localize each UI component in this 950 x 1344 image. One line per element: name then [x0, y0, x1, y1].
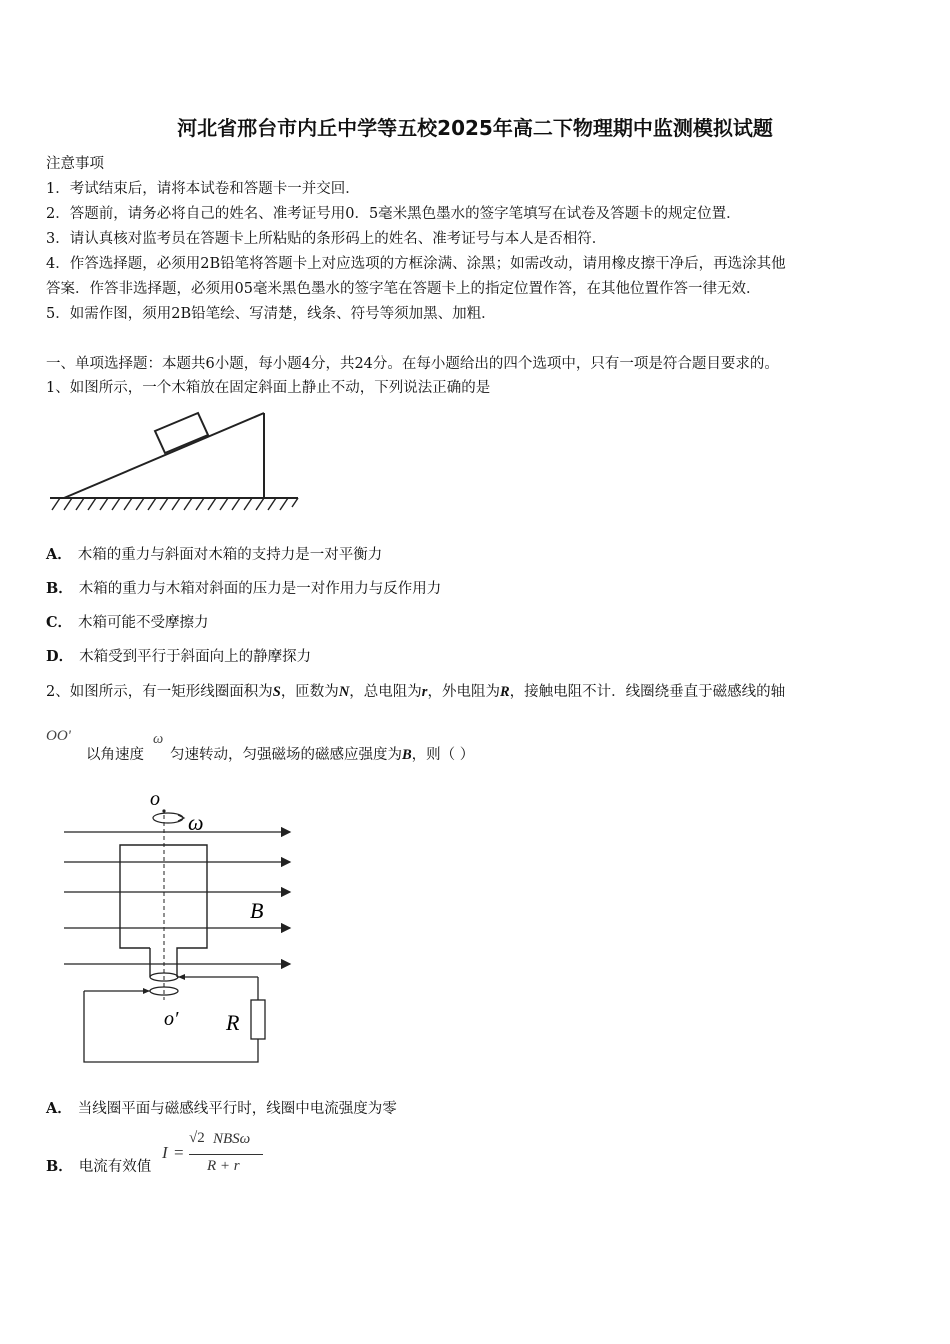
notice-item-3: 3．请认真核对监考员在答题卡上所粘贴的条形码上的姓名、准考证号与本人是否相符．: [46, 231, 607, 247]
label-R: R: [226, 1010, 240, 1035]
paper-title: 河北省邢台市内丘中学等五校2025年高二下物理期中监测模拟试题: [177, 116, 773, 140]
q1-option-a: A． 木箱的重力与斜面对木箱的支持力是一对平衡力: [46, 546, 383, 563]
formula-root: √2: [189, 1130, 205, 1146]
label-o-top: o: [150, 788, 160, 810]
axis-symbol: OO': [46, 728, 71, 744]
resistor-R: [251, 1000, 265, 1039]
ground-hatching: [52, 498, 298, 510]
incline-slope: [64, 413, 264, 498]
label-B: B: [250, 898, 264, 923]
notice-heading: 注意事项: [46, 156, 104, 172]
question-2-stem-line2b: 匀速转动，匀强磁场的磁感应强度为B，则（ ）: [170, 747, 475, 763]
wooden-box: [155, 413, 208, 453]
fraction-bar: [189, 1154, 263, 1155]
notice-item-2: 2．答题前，请务必将自己的姓名、准考证号用0．5毫米黑色墨水的签字笔填写在试卷及答题卡的规定位置．: [46, 206, 741, 222]
notice-item-4: 4．作答选择题，必须用2B铅笔将答题卡上对应选项的方框涂满、涂黑；如需改动，请用橡皮擦干净后，再选涂其他: [46, 256, 786, 272]
omega-symbol: ω: [153, 731, 164, 747]
notice-item-1: 1．考试结束后，请将本试卷和答题卡一并交回．: [46, 181, 360, 197]
q1-option-c: C． 木箱可能不受摩擦力: [46, 614, 209, 631]
incline-figure: [46, 405, 306, 520]
notice-item-5: 5．如需作图，须用2B铅笔绘、写清楚，线条、符号等须加黑、加粗．: [46, 306, 496, 322]
current-formula: [162, 1130, 272, 1186]
formula-lhs: I: [162, 1143, 168, 1162]
q2-option-b: B． 电流有效值: [46, 1158, 152, 1175]
label-omega: ω: [188, 810, 204, 835]
question-2-stem-line1: 2、如图所示，有一矩形线圈面积为S，匝数为N，总电阻为r，外电阻为R，接触电阻不计．线圈绕垂直于磁感线的轴: [46, 684, 786, 700]
q1-option-d: D． 木箱受到平行于斜面向上的静摩探力: [46, 648, 312, 665]
label-o-bottom: o′: [164, 1008, 179, 1030]
rotation-ellipse: [153, 813, 183, 823]
section-1-heading: 一、单项选择题：本题共6小题，每小题4分，共24分。在每小题给出的四个选项中，只有一项是符合题目要求的。: [46, 356, 779, 372]
question-2-stem-line2a: 以角速度: [86, 747, 144, 763]
formula-numerator: NBSω: [213, 1131, 251, 1147]
notice-item-4-cont: 答案．作答非选择题，必须用05毫米黑色墨水的签字笔在答题卡上的指定位置作答，在其他位置作答一律无效．: [46, 281, 761, 297]
q2-option-a: A． 当线圈平面与磁感线平行时，线圈中电流强度为零: [46, 1100, 397, 1117]
formula-denominator: R + r: [207, 1158, 240, 1174]
formula-eq: =: [174, 1143, 184, 1162]
question-1-stem: 1、如图所示，一个木箱放在固定斜面上静止不动，下列说法正确的是: [46, 380, 491, 396]
coil-figure: [60, 785, 300, 1070]
q1-option-b: B． 木箱的重力与木箱对斜面的压力是一对作用力与反作用力: [46, 580, 442, 597]
